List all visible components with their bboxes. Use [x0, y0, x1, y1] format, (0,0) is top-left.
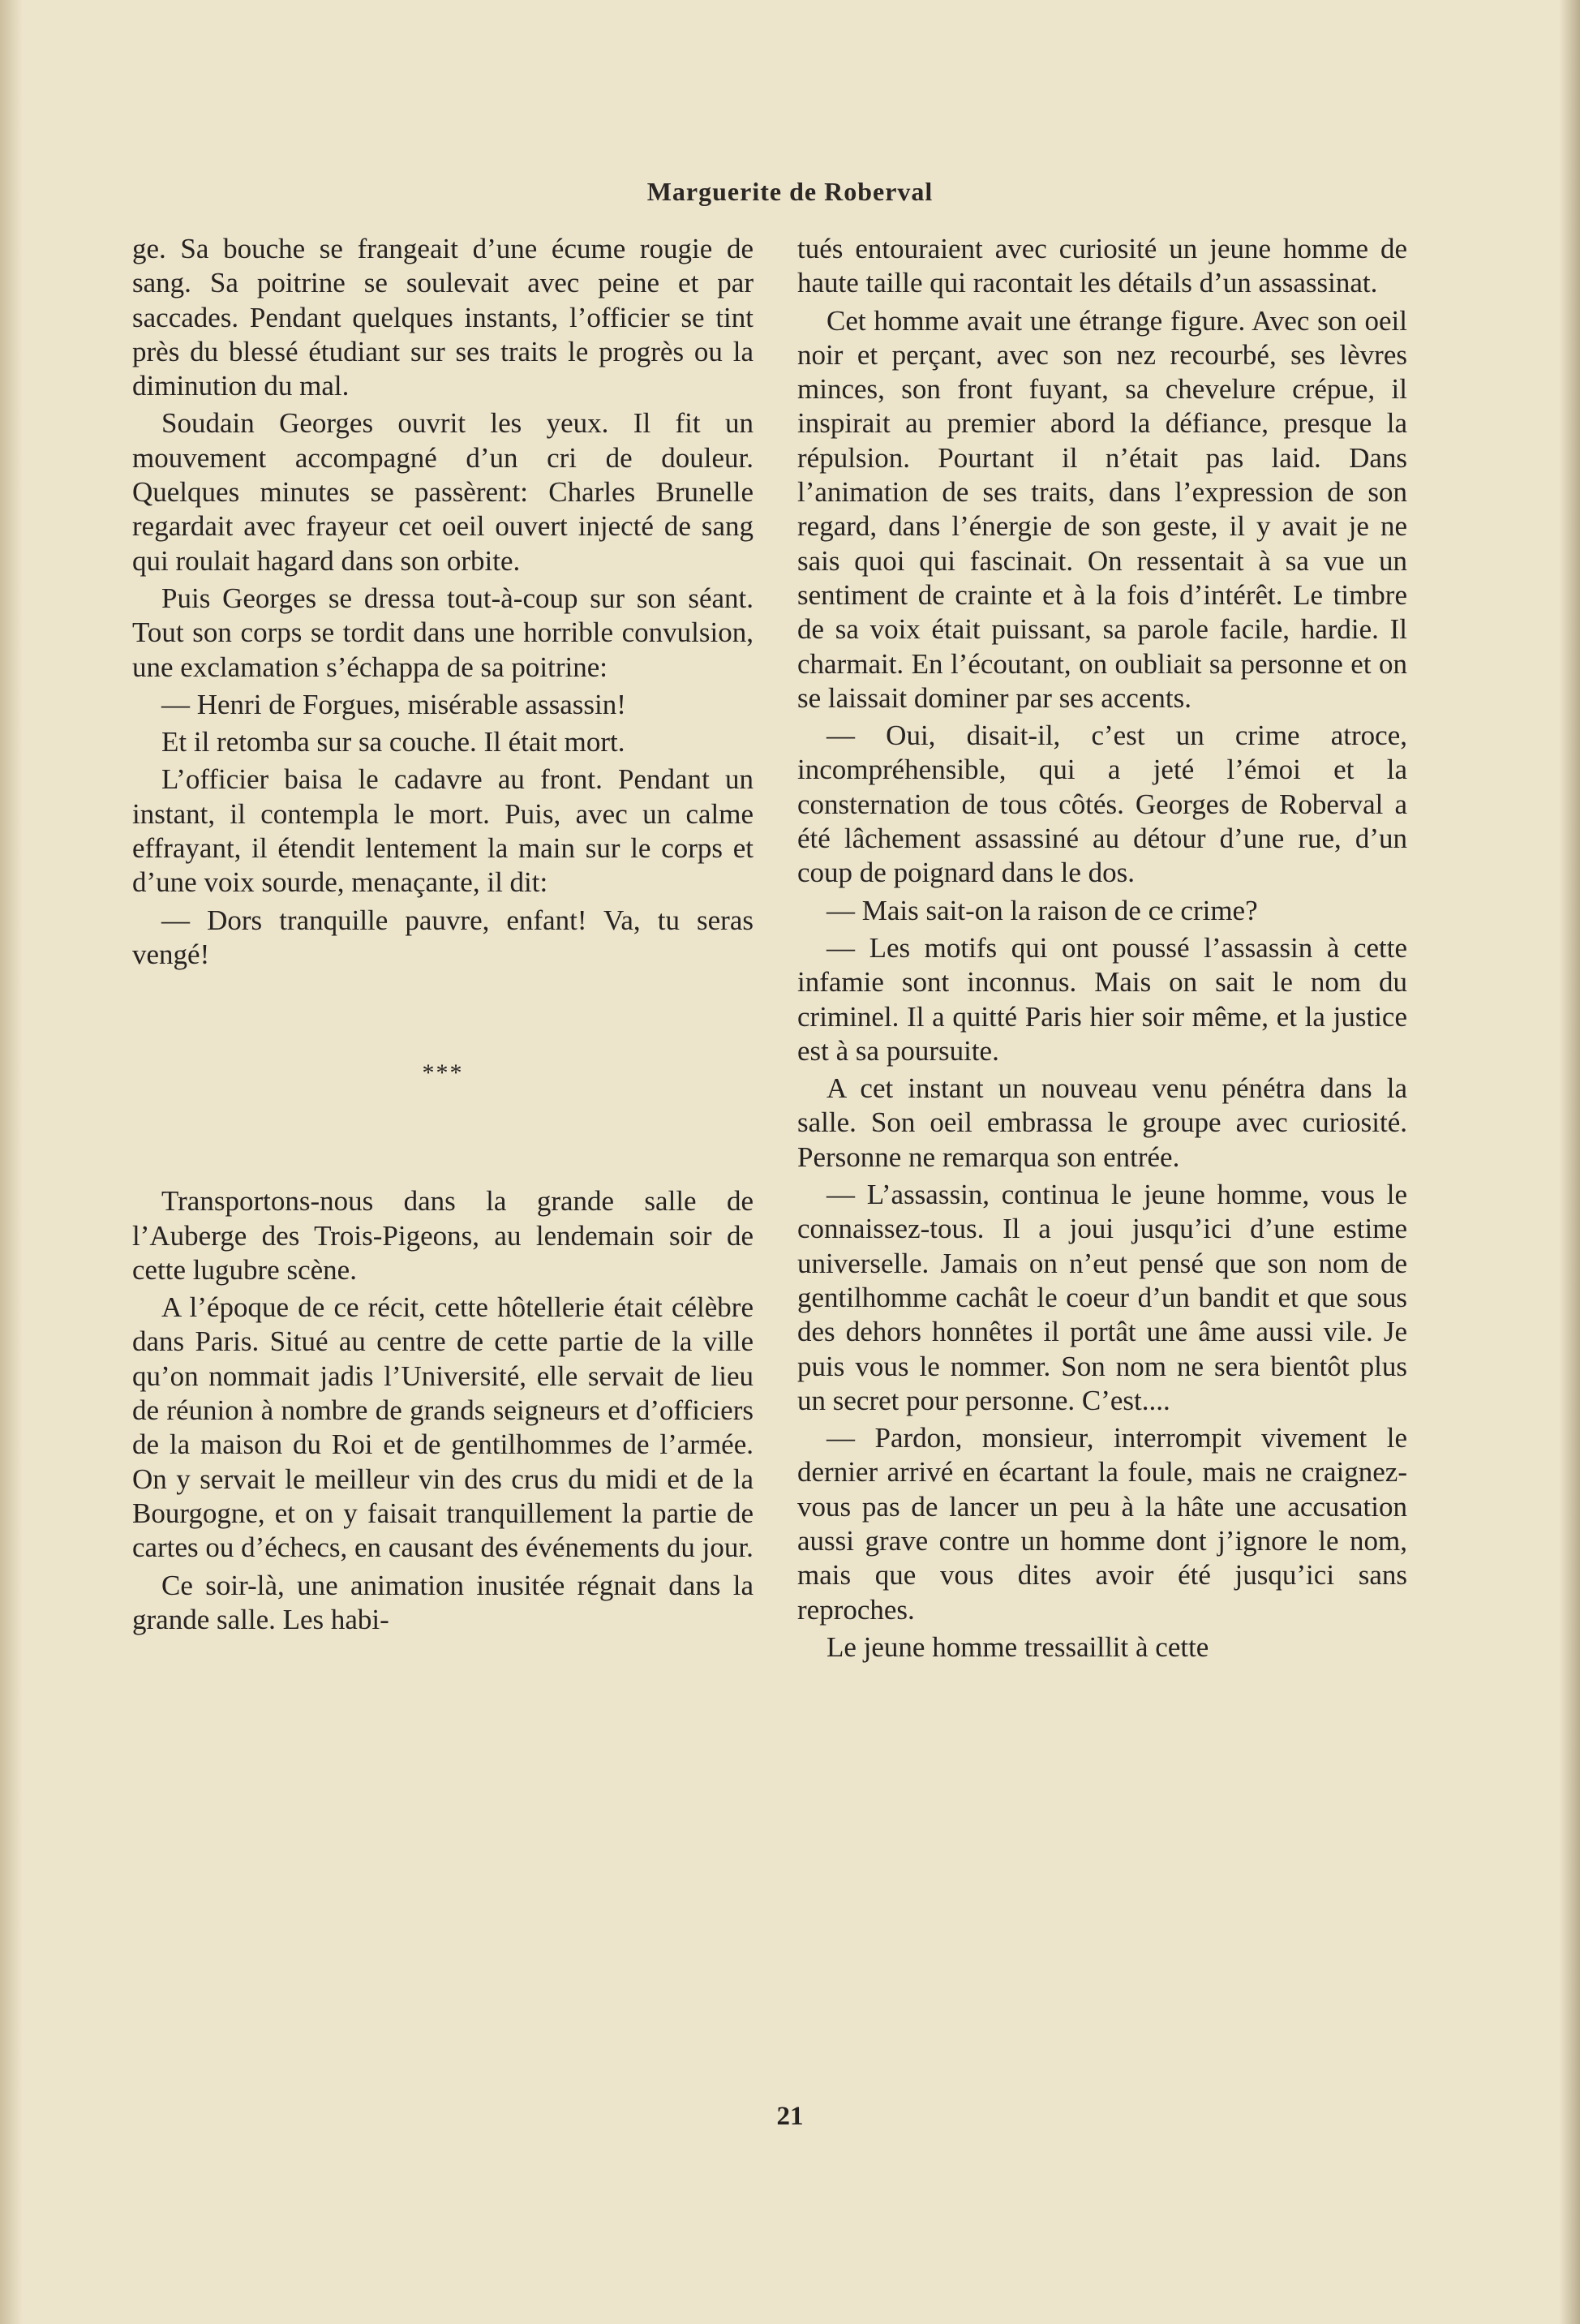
paragraph: Le jeune homme tressaillit à cette — [826, 1630, 1209, 1663]
paragraph: — Les motifs qui ont poussé l’assassin à cette infamie sont inconnus. Mais on sait le nom du criminel. Il a quitté Paris hier soir même, et la justice est à sa poursuite. — [797, 931, 1407, 1067]
page-gutter-shadow — [0, 0, 23, 2324]
paragraph: ge. Sa bouche se frangeait d’une écume rougie de sang. Sa poitrine se soulevait avec peine et par saccades. Pendant quelques instants, l’officier se tint près du blessé étudiant sur ses traits le progrès ou la diminution du mal. — [132, 233, 754, 402]
paragraph: tués entouraient avec curiosité un jeune homme de haute taille qui racontait les détails d’un assassinat. — [797, 233, 1407, 299]
section-separator: *** — [422, 1059, 464, 1087]
page-number: 21 — [776, 2102, 804, 2131]
paragraph: Puis Georges se dressa tout-à-coup sur son séant. Tout son corps se tordit dans une horrible convulsion, une exclamation s’échappa de sa poitrine: — [132, 582, 754, 683]
paragraph: — Dors tranquille pauvre, enfant! Va, tu seras vengé! — [132, 904, 754, 970]
paragraph: — Pardon, monsieur, interrompit vivement le dernier arrivé en écartant la foule, mais ne craignez-vous pas de lancer un peu à la hâte une accusation aussi grave contre un homme dont j’ignore le nom, mais que vous dites avoir été jusqu’ici sans reproches. — [797, 1422, 1407, 1626]
paragraph: — Henri de Forgues, misérable assassin! — [161, 688, 626, 720]
page-edge-shadow — [1559, 0, 1580, 2324]
paragraph: — L’assassin, continua le jeune homme, vous le connaissez-tous. Il a joui jusqu’ici d’une estime universelle. Jamais on n’eut pensé que son nom de gentilhomme cachât le coeur d’un bandit et que sous des dehors honnêtes il portât une âme aussi vile. Je puis vous le nommer. Son nom ne sera bientôt plus un secret pour personne. C’est.... — [797, 1179, 1407, 1416]
paragraph: A l’époque de ce récit, cette hôtellerie était célèbre dans Paris. Situé au centre de cette partie de la ville qu’on nommait jadis l’Université, elle servait de lieu de réunion à nombre de grands seigneurs et d’officiers de la maison du Roi et de gentilhommes de l’armée. On y servait le meilleur vin des crus du midi et de la Bourgogne, et on y faisait tranquillement la partie de cartes ou d’échecs, en causant des événements du jour. — [132, 1291, 754, 1564]
paragraph: A cet instant un nouveau venu pénétra dans la salle. Son oeil embrassa le groupe avec curiosité. Personne ne remarqua son entrée. — [797, 1072, 1407, 1173]
running-header: Marguerite de Roberval — [646, 177, 934, 206]
paragraph: Cet homme avait une étrange figure. Avec son oeil noir et perçant, avec son nez recourbé, ses lèvres minces, son front fuyant, sa chevelure crépue, il inspirait au premier abord la défiance, presque la répulsion. Pourtant il n’était pas laid. Dans l’animation de ses traits, dans l’expression de son regard, dans l’énergie de son geste, il y avait je ne sais quoi qui fascinait. On ressentait à sa vue un sentiment de crainte et à la fois d’intérêt. Le timbre de sa voix était puissant, sa parole facile, hardie. Il charmait. En l’écoutant, on oubliait sa personne et on se laissait dominer par ses accents. — [797, 304, 1407, 714]
paragraph: — Mais sait-on la raison de ce crime? — [826, 894, 1258, 926]
paragraph: Ce soir-là, une animation inusitée régnait dans la grande salle. Les habi- — [132, 1569, 754, 1635]
right-text-column — [797, 232, 1407, 1665]
paragraph: — Oui, disait-il, c’est un crime atroce, incompréhensible, qui a jeté l’émoi et la consternation de tous côtés. Georges de Roberval a été lâchement assassiné au détour d’une rue, d’un coup de poignard dans le dos. — [797, 720, 1407, 889]
paragraph: Et il retomba sur sa couche. Il était mort. — [161, 726, 625, 758]
paragraph: L’officier baisa le cadavre au front. Pendant un instant, il contempla le mort. Puis, avec un calme effrayant, il étendit lentement la main sur le corps et d’une voix sourde, menaçante, il dit: — [132, 763, 754, 899]
left-text-column — [132, 232, 754, 1637]
paragraph: Transportons-nous dans la grande salle de l’Auberge des Trois-Pigeons, au lendemain soir de cette lugubre scène. — [132, 1185, 754, 1286]
paragraph: Soudain Georges ouvrit les yeux. Il fit un mouvement accompagné d’un cri de douleur. Quelques minutes se passèrent: Charles Brunelle regardait avec frayeur cet oeil ouvert injecté de sang qui roulait hagard dans son orbite. — [132, 407, 754, 577]
